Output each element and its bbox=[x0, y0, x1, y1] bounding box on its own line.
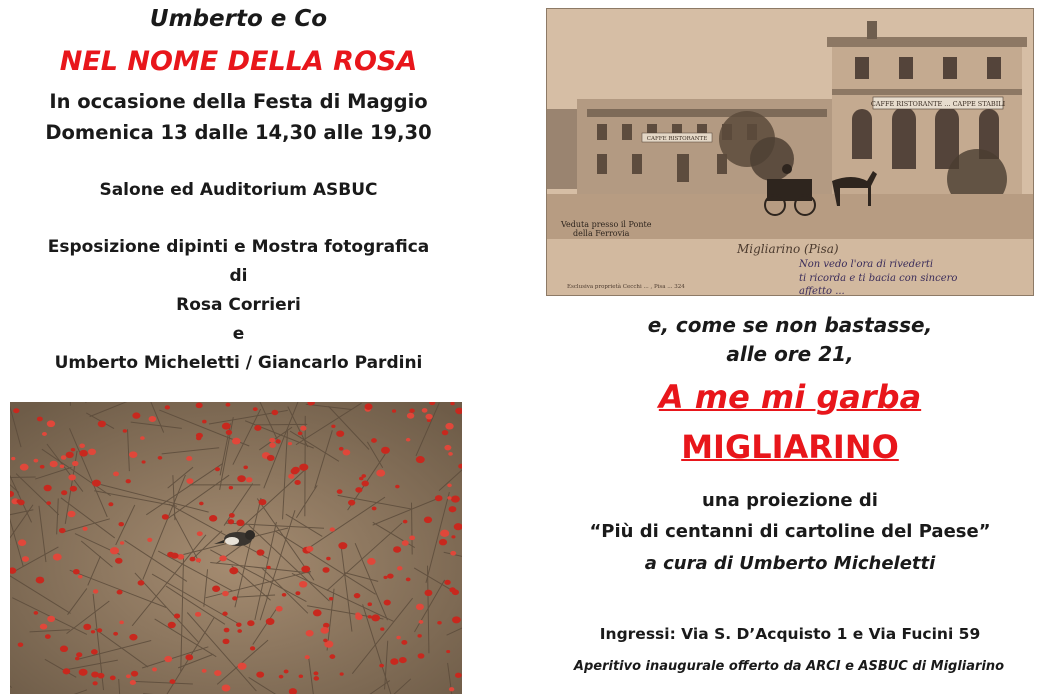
berry bbox=[232, 438, 241, 445]
berry bbox=[355, 487, 362, 493]
berry bbox=[88, 449, 96, 455]
berry bbox=[300, 426, 306, 431]
berry bbox=[284, 670, 289, 674]
berry bbox=[47, 420, 55, 427]
berry bbox=[269, 443, 276, 448]
berry bbox=[444, 445, 451, 451]
berry bbox=[371, 614, 380, 621]
berry bbox=[445, 423, 453, 430]
berry bbox=[314, 676, 320, 680]
berry bbox=[455, 673, 462, 678]
berry bbox=[406, 438, 411, 442]
berry bbox=[226, 430, 232, 435]
connector-e: e bbox=[232, 324, 245, 344]
berry bbox=[165, 405, 170, 409]
berry bbox=[313, 671, 318, 675]
berry bbox=[186, 456, 192, 461]
berry bbox=[34, 611, 39, 615]
curator-text: a cura di Umberto Micheletti bbox=[644, 553, 936, 574]
berry bbox=[409, 535, 415, 540]
berry bbox=[343, 449, 351, 455]
berry bbox=[46, 501, 51, 505]
berry bbox=[98, 421, 106, 428]
berry bbox=[247, 620, 254, 626]
berry bbox=[120, 541, 124, 544]
projection-title: “Più di centanni di cartoline del Paese” bbox=[589, 521, 991, 542]
berry bbox=[299, 581, 307, 588]
berry bbox=[243, 465, 248, 469]
aperitivo-text: Aperitivo inaugurale offerto da ARCI e ASBUC di Migliarino bbox=[573, 659, 1005, 674]
berry bbox=[259, 499, 267, 505]
berry bbox=[196, 558, 201, 562]
connector-di: di bbox=[229, 266, 248, 286]
berry bbox=[253, 407, 258, 411]
berry bbox=[396, 636, 400, 640]
berry bbox=[79, 450, 88, 457]
berry bbox=[422, 408, 428, 413]
berry bbox=[18, 642, 24, 646]
berry bbox=[66, 452, 74, 458]
event-organizer-title: Umberto e Co bbox=[149, 6, 328, 32]
berry bbox=[379, 664, 384, 668]
berry bbox=[330, 527, 335, 531]
berry bbox=[83, 527, 88, 531]
berry bbox=[267, 566, 271, 569]
berry bbox=[67, 511, 75, 518]
berry bbox=[442, 430, 449, 435]
berry bbox=[236, 519, 244, 526]
berry bbox=[292, 467, 300, 473]
berry bbox=[131, 671, 138, 677]
berry bbox=[399, 657, 407, 663]
berry bbox=[256, 671, 264, 677]
exhibition-description: Esposizione dipinti e Mostra fotografica bbox=[47, 237, 430, 257]
bird-berries-image bbox=[10, 402, 462, 694]
berry bbox=[79, 443, 85, 448]
berry bbox=[452, 616, 461, 623]
berry bbox=[117, 590, 123, 595]
berry bbox=[76, 652, 82, 657]
artist-name-1: Rosa Corrieri bbox=[176, 295, 301, 315]
berry bbox=[63, 668, 71, 674]
berry bbox=[313, 609, 322, 616]
berry bbox=[132, 412, 140, 418]
berry bbox=[275, 439, 280, 443]
berry bbox=[91, 630, 95, 633]
berry bbox=[228, 519, 234, 524]
date-time-text: Domenica 13 dalle 14,30 alle 19,30 bbox=[45, 121, 432, 144]
berry bbox=[306, 546, 313, 552]
berry bbox=[266, 618, 275, 625]
berry bbox=[222, 612, 227, 616]
berry bbox=[368, 602, 373, 606]
berry bbox=[168, 622, 176, 628]
berry bbox=[397, 566, 403, 570]
berry bbox=[440, 530, 449, 537]
show-title-line-1: A me mi garba bbox=[658, 378, 922, 416]
berry bbox=[250, 646, 255, 650]
postcard-footer: Esclusiva proprietà Cecchi ... , Pisa ... 324 bbox=[567, 284, 685, 290]
berry bbox=[237, 475, 246, 482]
berry bbox=[439, 539, 447, 546]
berry bbox=[393, 546, 401, 553]
berry bbox=[196, 403, 203, 409]
vintage-postcard bbox=[546, 8, 1034, 296]
berry bbox=[383, 576, 387, 579]
second-sign-text: CAFFE RISTORANTE bbox=[646, 136, 708, 142]
berry bbox=[276, 606, 283, 612]
berry bbox=[279, 675, 284, 679]
berry bbox=[437, 621, 441, 625]
berry bbox=[371, 438, 377, 443]
berry bbox=[226, 403, 231, 407]
berry bbox=[288, 474, 294, 479]
berry bbox=[34, 459, 39, 463]
berry bbox=[212, 586, 220, 592]
berry bbox=[71, 448, 76, 452]
berry bbox=[448, 452, 453, 456]
postcard-place-label: Migliarino (Pisa) bbox=[737, 242, 839, 256]
berry bbox=[97, 628, 102, 632]
berry bbox=[209, 515, 217, 522]
berry bbox=[202, 669, 207, 673]
berry bbox=[72, 461, 79, 466]
berry bbox=[59, 528, 66, 533]
berry bbox=[53, 554, 62, 561]
berry bbox=[229, 567, 238, 574]
berry bbox=[381, 447, 390, 454]
berry bbox=[288, 442, 292, 445]
berry bbox=[11, 457, 15, 460]
exhibition-title: NEL NOME DELLA ROSA bbox=[59, 46, 418, 77]
berry bbox=[129, 451, 137, 458]
berry bbox=[271, 410, 278, 415]
berry bbox=[60, 464, 65, 468]
berry bbox=[214, 670, 221, 676]
handwriting-line-1: Non vedo l'ora di rivederti bbox=[799, 259, 934, 270]
berry bbox=[256, 549, 264, 555]
berry bbox=[108, 502, 113, 506]
berry bbox=[368, 615, 372, 618]
berry bbox=[320, 627, 329, 634]
berry bbox=[47, 616, 55, 622]
berry bbox=[354, 593, 361, 598]
berry bbox=[61, 490, 67, 495]
berry bbox=[424, 590, 432, 596]
berry bbox=[75, 657, 80, 661]
berry bbox=[229, 486, 233, 489]
berry bbox=[384, 600, 391, 606]
berry bbox=[93, 681, 98, 685]
berry bbox=[339, 447, 344, 451]
berry bbox=[174, 614, 180, 619]
berry bbox=[149, 416, 157, 422]
postcard-illustration bbox=[547, 9, 1033, 295]
berry bbox=[229, 513, 235, 518]
berry bbox=[406, 578, 411, 582]
berry bbox=[202, 420, 207, 424]
berry bbox=[367, 558, 376, 565]
berry bbox=[450, 551, 456, 556]
berry bbox=[451, 535, 455, 538]
berry bbox=[338, 542, 347, 549]
berry bbox=[299, 464, 308, 471]
berry bbox=[282, 593, 287, 597]
berry bbox=[119, 621, 124, 625]
berry bbox=[306, 630, 314, 636]
berry bbox=[79, 669, 88, 676]
berry bbox=[329, 597, 333, 600]
berry bbox=[294, 480, 300, 485]
entrances-text: Ingressi: Via S. D’Acquisto 1 e Via Fucini 59 bbox=[599, 625, 981, 643]
berry bbox=[126, 674, 131, 678]
berry bbox=[223, 639, 230, 645]
caption-line-2: della Ferrovia bbox=[573, 229, 630, 238]
berry bbox=[444, 580, 450, 585]
berry bbox=[185, 654, 193, 660]
caption-line-1: Veduta presso il Ponte bbox=[561, 220, 652, 229]
berry bbox=[190, 557, 196, 562]
berry bbox=[115, 558, 123, 564]
cafe-sign-text: CAFFE RISTORANTE ... CAPPE STABILI bbox=[870, 100, 1006, 108]
berry bbox=[70, 486, 77, 492]
berry bbox=[447, 484, 452, 488]
berry bbox=[83, 624, 91, 630]
berry bbox=[446, 650, 450, 653]
berry bbox=[222, 423, 231, 430]
berry bbox=[416, 604, 424, 610]
berry bbox=[340, 672, 344, 675]
berry bbox=[61, 455, 67, 460]
berry bbox=[18, 539, 26, 546]
berry bbox=[138, 580, 145, 585]
berry bbox=[147, 538, 152, 542]
evening-intro-text: e, come se non bastasse, bbox=[647, 313, 933, 337]
berry bbox=[322, 567, 329, 573]
berry bbox=[329, 654, 335, 659]
berry bbox=[402, 540, 409, 546]
berry bbox=[93, 589, 98, 593]
venue-text: Salone ed Auditorium ASBUC bbox=[99, 180, 378, 200]
berry bbox=[232, 596, 237, 600]
berry bbox=[238, 663, 247, 670]
berry bbox=[449, 506, 457, 512]
berry bbox=[40, 624, 47, 630]
berry bbox=[195, 612, 201, 617]
berry bbox=[91, 649, 98, 654]
berry bbox=[424, 517, 432, 524]
berry bbox=[299, 674, 303, 678]
berry bbox=[113, 632, 118, 636]
berry bbox=[169, 679, 175, 684]
berry bbox=[68, 474, 76, 480]
berry bbox=[390, 658, 398, 665]
handwriting-line-2: ti ricorda e ti bacia con sincero bbox=[799, 273, 958, 284]
berry bbox=[142, 460, 146, 463]
berry bbox=[359, 477, 363, 481]
berry bbox=[403, 520, 408, 524]
berry bbox=[417, 634, 421, 637]
berry bbox=[60, 645, 68, 652]
berry bbox=[336, 430, 344, 436]
berry bbox=[236, 623, 242, 627]
handwriting-line-3: affetto ... bbox=[799, 286, 845, 295]
show-title-line-2: MIGLIARINO bbox=[681, 428, 899, 466]
berry bbox=[222, 591, 229, 596]
berry bbox=[22, 556, 29, 562]
berry bbox=[254, 425, 261, 431]
berry bbox=[419, 620, 424, 624]
berry bbox=[323, 639, 328, 643]
berry bbox=[158, 456, 163, 460]
berry bbox=[380, 627, 384, 630]
berry bbox=[78, 575, 83, 579]
berry bbox=[365, 403, 373, 409]
berry bbox=[130, 680, 136, 685]
berry bbox=[246, 477, 253, 482]
berry bbox=[186, 478, 193, 484]
berry bbox=[36, 577, 45, 584]
berry bbox=[20, 464, 29, 471]
berry bbox=[45, 634, 51, 639]
artist-names-2: Umberto Micheletti / Giancarlo Pardini bbox=[54, 353, 423, 373]
berry bbox=[376, 470, 385, 477]
berry bbox=[269, 438, 275, 443]
berry bbox=[449, 587, 455, 592]
berry bbox=[222, 684, 231, 691]
occasion-text: In occasione della Festa di Maggio bbox=[49, 90, 428, 113]
berry bbox=[298, 431, 303, 435]
berry bbox=[355, 612, 360, 616]
berry bbox=[395, 485, 400, 489]
berry bbox=[435, 495, 443, 501]
berry bbox=[326, 557, 331, 561]
berry bbox=[140, 436, 145, 440]
berry bbox=[91, 671, 99, 677]
berry bbox=[44, 485, 52, 491]
berry bbox=[267, 455, 275, 461]
evening-time-text: alle ore 21, bbox=[726, 342, 854, 366]
berry bbox=[447, 496, 451, 499]
berry bbox=[372, 507, 377, 511]
berry bbox=[113, 472, 119, 477]
berry bbox=[164, 656, 172, 662]
berry bbox=[348, 500, 355, 506]
berry bbox=[449, 687, 454, 691]
berry bbox=[237, 629, 242, 633]
berry bbox=[401, 640, 407, 645]
berry bbox=[337, 489, 343, 494]
berry bbox=[407, 413, 414, 419]
berry bbox=[196, 436, 201, 440]
berry bbox=[126, 479, 131, 483]
berry bbox=[295, 591, 300, 595]
berry bbox=[331, 425, 335, 428]
berry bbox=[301, 566, 310, 573]
berry bbox=[409, 409, 414, 413]
projection-intro: una proiezione di bbox=[702, 490, 878, 511]
berry bbox=[361, 481, 368, 487]
berry bbox=[171, 553, 179, 559]
berry bbox=[215, 467, 220, 471]
berry bbox=[392, 409, 396, 412]
berry bbox=[73, 569, 80, 574]
berry bbox=[416, 456, 425, 463]
berry bbox=[110, 547, 119, 554]
bird-berries-photo bbox=[10, 402, 462, 694]
berry bbox=[224, 628, 230, 633]
berry bbox=[42, 432, 47, 436]
berry bbox=[37, 417, 43, 422]
berry bbox=[425, 414, 432, 420]
berry bbox=[219, 555, 227, 561]
berry bbox=[40, 465, 45, 469]
berry bbox=[418, 653, 425, 658]
berry bbox=[451, 496, 460, 503]
berry bbox=[199, 502, 204, 506]
berry bbox=[197, 531, 203, 536]
berry bbox=[110, 676, 116, 681]
berry bbox=[118, 522, 124, 526]
berry bbox=[305, 655, 310, 659]
berry bbox=[123, 429, 127, 432]
berry bbox=[92, 480, 101, 487]
berry bbox=[162, 514, 169, 520]
berry bbox=[50, 461, 58, 468]
berry bbox=[152, 667, 157, 671]
branch-stroke bbox=[412, 503, 413, 555]
berry bbox=[13, 408, 19, 413]
berry bbox=[387, 573, 394, 578]
berry bbox=[129, 634, 137, 641]
berry bbox=[16, 499, 21, 503]
